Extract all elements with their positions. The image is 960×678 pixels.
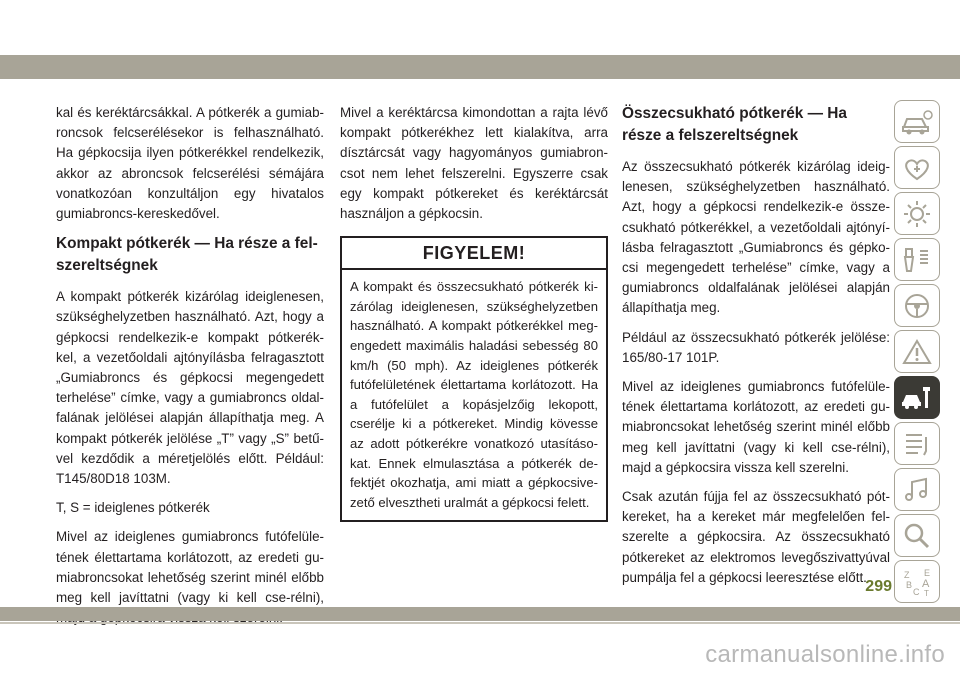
inflation-paragraph: Csak azután fújja fel az összecsukható pót-kereket, ha a kereket már megfelelően fel-szerelte a gépkocsira. Az összecsukható pótkereket az elektromos levegőszivattyúval pumpálja fel a gépkocsi leeresztése előtt.: [622, 489, 890, 585]
collapsible-spare-paragraph: Az összecsukható pótkerék kizárólag ideig-lenesen, szükséghelyzetben használható. Azt, hogy a gépkocsi rendelkezik-e össze-csukható pótkerékkel, a vezetőoldali ajtónyí-lásba felragasztott „Gumiabroncs és gépko-csi megengedett terhelése” címke, vagy a gumiabroncs oldalfalának jelölései alapján állapíthatja meg.: [622, 159, 890, 316]
tread-life-paragraph: Mivel az ideiglenes gumiabroncs futófelüle-tének élettartama korlátozott, az eredeti gu-miabroncsokat lehetőség szerint minél előbb meg kell javíttatni (vagy ki kell cse-rélni),: [56, 529, 324, 606]
column-middle: [340, 103, 608, 522]
warning-title: FIGYELEM!: [342, 238, 606, 270]
tab-safety[interactable]: [894, 146, 940, 189]
multimedia-music-icon: [900, 475, 934, 505]
tab-technical-specs[interactable]: [894, 422, 940, 465]
repair-paragraph: Mivel az ideiglenes gumiabroncs futófelüle-tének élettartama korlátozott, az eredeti gu-miabroncsokat lehetőség szerint minél előbb meg kell javíttatni (vagy ki kell cse-rélni), majd a gépkocsira vissza kell szerelni.: [622, 379, 890, 475]
column-right: [622, 103, 890, 597]
car-info-icon: [900, 107, 934, 137]
tab-emergency[interactable]: [894, 330, 940, 373]
page-number: 299: [865, 578, 892, 595]
starting-driving-icon: [900, 199, 934, 229]
alphabet-letter: A: [922, 577, 930, 590]
warning-text: A kompakt és összecsukható pótkerék ki-zárólag ideiglenesen, szükséghelyzetben használható. A kompakt pótkerékkel meg-engedett maximális haladási sebesség 80 km/h (50 mph). Az ideiglenes pótkerék futófelületének élettartama korlátozott. Ha a futófelület a kopásjelzőig lekopott, cserélje ki a pótkereket. Mindig kövesse az adott pótkerékre vonatkozó utasításo-kat. Ennek elmulasztása a pótkerék de-fektjét okozhatja, ami miatt a gépkocsive-zető elvesztheti uralmát a gépkocsi felett.: [350, 279, 598, 510]
tab-alphabet-index[interactable]: [894, 560, 940, 603]
compact-spare-heading: Kompakt pótkerék — Ha része a fel-szereltségnek: [56, 235, 318, 275]
steering-wheel-icon: [900, 291, 934, 321]
top-band: [0, 55, 960, 79]
tab-car-service[interactable]: [894, 376, 940, 419]
tab-multimedia[interactable]: [894, 468, 940, 511]
alphabet-letter: T: [924, 588, 929, 597]
car-service-tools-icon: [900, 383, 934, 413]
alphabet-letter: Z: [904, 569, 910, 580]
warning-box: [340, 236, 608, 522]
alphabet-letter: B: [906, 579, 913, 590]
tab-search[interactable]: [894, 514, 940, 557]
alphabet-letter: C: [913, 586, 920, 597]
tab-starting-driving[interactable]: [894, 192, 940, 235]
collapsible-example-paragraph: Például az összecsukható pótkerék jelölése: 165/80-17 101P.: [622, 329, 890, 365]
search-index-icon: [900, 521, 934, 551]
tab-warning-lights[interactable]: [894, 238, 940, 281]
wheel-usage-paragraph: Mivel a keréktárcsa kimondottan a rajta lévő kompakt pótkerékhez lett kialakítva, arra dísztárcsát vagy hagyományos gumiabron-csot nem lehet felszerelni. Egyszerre csak egy kompakt pótkereket és keréktárcsát használjon a gépkocsin.: [340, 105, 608, 222]
compact-spare-paragraph: A kompakt pótkerék kizárólag ideiglenesen, szükséghelyzetben használható. Azt, hogy a gépkocsi rendelkezik-e kompakt pótkerék-kel, a vezetőoldali ajtónyílásba felragasztott „Gumiabroncs és gépkocsi megengedett terhelése” címke, vagy a gumiabroncs oldal-falának jelölései alapján állapíthatja meg. A kompakt pótkerék jelölése „T” vagy „S” betű-vel kezdődik a méretjelölés előtt. Például: T145/80D18 103M.: [56, 289, 324, 487]
intro-paragraph: kal és keréktárcsákkal. A pótkerék a gumiab-roncsok felcserélésekor is felhasználható. Ha gépkocsija ilyen pótkerékkel rendelkezik, akkor az abroncsok felcserélési sémájára vonatkozóan konzultáljon egy hivatalos gumiabroncs-kereskedővel.: [56, 105, 324, 222]
bottom-band: [0, 607, 960, 621]
in-emergency-icon: [900, 337, 934, 367]
bottom-band-line: [0, 622, 960, 624]
tab-steering[interactable]: [894, 284, 940, 327]
temporary-spare-definition: T, S = ideiglenes pótkerék: [56, 500, 210, 516]
watermark: carmanualsonline.info: [705, 641, 945, 668]
column-left: [56, 103, 324, 637]
alphabet-letter: E: [924, 567, 931, 578]
safety-heart-icon: [900, 153, 934, 183]
technical-specs-icon: [900, 429, 934, 459]
chapter-tabs: [894, 100, 944, 606]
warning-lights-icon: [900, 245, 934, 275]
collapsible-spare-heading: Összecsukható pótkerék — Ha része a felszereltségnek: [622, 105, 847, 144]
alphabet-index-icon: [900, 567, 934, 597]
tab-car-info[interactable]: [894, 100, 940, 143]
